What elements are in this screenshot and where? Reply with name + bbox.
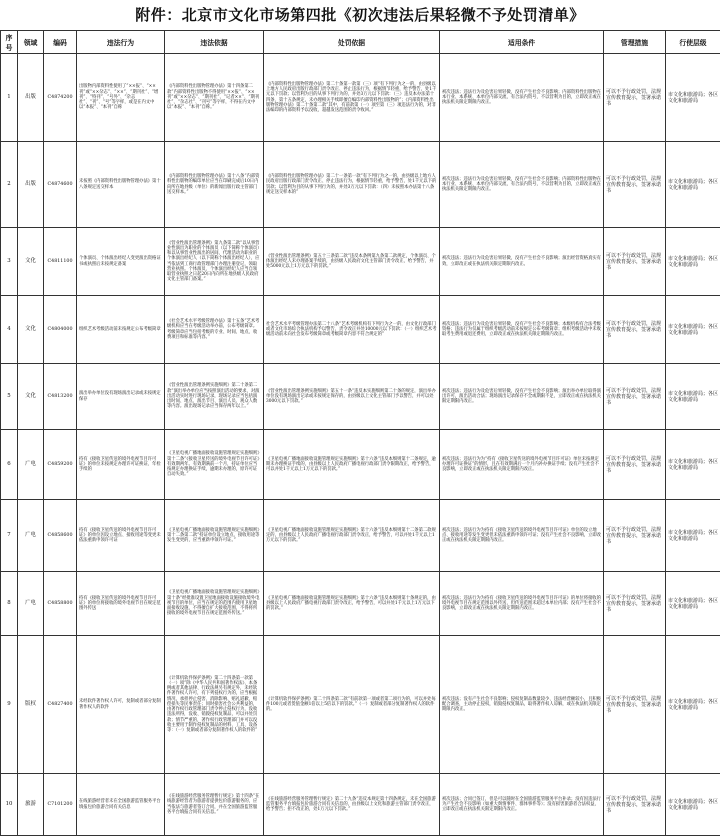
cell-basis: 《社会艺术水平考级管理办法》第十五条“艺术考级机构应当在考级活动举办前，公布考级简章。考级简章应当包括考级的专业、时间、地点、收费项目和标准等内容。” xyxy=(165,296,264,364)
table-row xyxy=(1,774,720,836)
cell-level: 市文化和旅游局；各区文化和旅游局 xyxy=(666,774,720,836)
cell-seq: 5 xyxy=(1,364,18,430)
cell-level: 市文化和旅游局；各区文化和旅游局 xyxy=(666,430,720,500)
cell-domain: 文化 xyxy=(18,364,44,430)
cell-penalty: 《卫星电视广播地面接收设施管理规定实施细则》第十六条“违反本细则第十条规定的，由县级以上人民政府广播电视行政部门责令改正，给予警告，可以并处1千元以上1万元以下的罚款。” xyxy=(264,572,440,636)
cell-measure: 可以不予行政处罚，法规宣传教育提示，签署承诺书 xyxy=(604,500,666,572)
header-penalty: 处罚依据 xyxy=(264,31,440,54)
table-row xyxy=(1,364,720,430)
header-code: 编码 xyxy=(44,31,77,54)
cell-act: 个体演员、个体演出经纪人变更演出资格证书或执照后未按规定备案 xyxy=(77,228,165,296)
cell-condition: 初次违法；违法行为为持有《接收卫星传送的境外电视节目许可证》单位的设立地点、接收用途等发生变更但未依法重新申领许可证；没有产生社会不良影响，立即改正或在执法机关限定期限内改正。 xyxy=(440,500,604,572)
cell-domain: 广电 xyxy=(18,500,44,572)
cell-basis: 《卫星电视广播地面接收设施管理规定实施细则》第十二条第二款“持证单位设立地点、接收用途等发生变更的，应当重新申领许可证。” xyxy=(165,500,264,572)
header-condition: 适用条件 xyxy=(440,31,604,54)
cell-code: C4811100 xyxy=(44,228,77,296)
header-act: 违法行为 xyxy=(77,31,165,54)
cell-penalty: 《营业性演出管理条例》第五十三条第二款“违反本条例第九条第二款规定，个体演员、个体演出经纪人未办理备案手续的，由县级人民政府文化主管部门责令改正，给予警告，并处5000元以上1万元以下的罚款。” xyxy=(264,228,440,296)
cell-act: 未按照《内部资料性出版物管理办法》第十八条规定送交样本 xyxy=(77,142,165,228)
table-row xyxy=(1,572,720,636)
cell-penalty: 社会艺术水平考级管理办法第二十八条“艺术考级机构有下列行为之一的，由文化行政部门或者文化市场综合执法机构予以警告，责令改正并处10000元以下罚款：（一）组织艺术考级活动前未向社会发布考级简章或考级简章内容不符合规定的” xyxy=(264,296,440,364)
cell-code: C4804000 xyxy=(44,296,77,364)
cell-penalty: 《计算机软件保护条例》第二十四条第二款“有前款第一项或者第二项行为的，可以并处每件100元或者货值金额1倍以上5倍以下的罚款。”（一）复制或者部分复制著作权人的软件的。 xyxy=(264,636,440,774)
table-row xyxy=(1,54,720,142)
table-row xyxy=(1,636,720,774)
cell-condition: 初次违法；违法行为及危害后果轻微，没有产生社会不良影响；内部资料性出版物在本行业、本系统、本单位内部交流，有合法内资号，不以营利为目的，立即改正或在执法机关限定期限内改正。 xyxy=(440,54,604,142)
cell-code: C4874600 xyxy=(44,142,77,228)
cell-level: 市文化和旅游局；各区文化和旅游局 xyxy=(666,636,720,774)
cell-level: 市文化和旅游局；各区文化和旅游局 xyxy=(666,54,720,142)
cell-basis: 《内部资料性出版物管理办法》第十四条第二款“内部资料性出版物不得使用“××报”、“××刊”或“××杂志”、“期刊社”、“记者××”、“期刊社”、“杂志社”、“刊号”等字样，不得在内文中以“本报”、“本刊”自称。” xyxy=(165,54,264,142)
cell-domain: 广电 xyxy=(18,572,44,636)
table-row xyxy=(1,228,720,296)
cell-basis: 《卫星电视广播地面接收设施管理规定实施细则》第十条“经批准设置卫星地面接收设施接收境外电视节目的单位，应当在规定的范围内使用卫星地面接收设施，不得擅自扩大接收范围，不得将所接收的境外电视节目在规定范围外传送。” xyxy=(165,572,264,636)
cell-measure: 可以不予行政处罚，法规宣传教育提示，签署承诺书 xyxy=(604,774,666,836)
cell-measure: 可以不予行政处罚，法规宣传教育提示，签署承诺书 xyxy=(604,572,666,636)
cell-act: 持有《接收卫星传送的境外电视节目许可证》的单位未按规定办理许可证换证、年检手续的 xyxy=(77,430,165,500)
cell-condition: 初次违法；违法行为及危害后果轻微，没有产生社会不良影响；演出经营资格真实有效，立即改正或在执法机关限定期限内改正。 xyxy=(440,228,604,296)
cell-basis: 《卫星电视广播地面接收设施管理规定实施细则》第十二条“《接收卫星传送的境外电视节目许可证》有效期两年。有效期满前一个月，持证单位应当按规定办理换证手续，逾期未办理的，原许可证自动失效。” xyxy=(165,430,264,500)
cell-measure: 可以不予行政处罚，法规宣传教育提示，签署承诺书 xyxy=(604,636,666,774)
table-row xyxy=(1,142,720,228)
cell-code: C4859200 xyxy=(44,430,77,500)
cell-domain: 文化 xyxy=(18,228,44,296)
cell-penalty: 《营业性演出管理条例实施细则》第五十一条“违反本实施细则第二十条的规定，演出举办单位没有现场演出记录或未按规定保存的，由县级以上文化主管部门予以警告，并可以处3000元以下罚款。” xyxy=(264,364,440,430)
cell-level: 市文化和旅游局；各区文化和旅游局 xyxy=(666,572,720,636)
cell-code: C4858800 xyxy=(44,572,77,636)
cell-basis: 《计算机软件保护条例》第二十四条第一款第（一）项“除《中华人民共和国著作权法》、本条例或者其他法律、行政法规另有规定外，未经软件著作权人许可，有下列侵权行为的，应当根据情况，承担停止侵害、消除影响、赔礼道歉、赔偿损失等民事责任；同时损害社会公共利益的，由著作权行政管理部门责令停止侵权行为，没收违法所得，没收、销毁侵权复制品，可以并处罚款；情节严重的，著作权行政管理部门并可以没收主要用于制作侵权复制品的材料、工具、设备等：（一）复制或者部分复制著作权人的软件的” xyxy=(165,636,264,774)
cell-code: C4858600 xyxy=(44,500,77,572)
cell-code: C4813200 xyxy=(44,364,77,430)
cell-seq: 3 xyxy=(1,228,18,296)
cell-basis: 《营业性演出管理条例》第九条第二款“以从事营业性演出为职业的个体演员（以下简称个体演员）和以从事营业性演出的居间、代理活动为职业的个体演出经纪人（以下简称个体演出经纪人），应当依法到工商行政管理部门办理注册登记，领取营业执照。个体演员、个体演出经纪人应当自领取营业执照之日起20日内向所在地县级人民政府文化主管部门备案。” xyxy=(165,228,264,296)
cell-measure: 可以不予行政处罚，法规宣传教育提示，签署承诺书 xyxy=(604,228,666,296)
table-row xyxy=(1,500,720,572)
header-level: 行使层级 xyxy=(666,31,720,54)
cell-basis: 《在线旅游经营服务管理暂行规定》第十四条“在线旅游经营者为旅游者提供包价旅游服务的，应当依法与旅游者签订合同，并在全国旅游监管服务平台填报合同有关信息。” xyxy=(165,774,264,836)
table-header-row xyxy=(1,31,720,54)
cell-domain: 旅游 xyxy=(18,774,44,836)
cell-penalty: 《卫星电视广播地面接收设施管理规定实施细则》第十六条“违反本细则第十二条规定，逾期未办理换证手续的，由县级以上人民政府广播电视行政部门责令限期改正，给予警告，可以并处1千元以上1万元以下的罚款。” xyxy=(264,430,440,500)
table-row xyxy=(1,430,720,500)
cell-domain: 文化 xyxy=(18,296,44,364)
header-basis: 违法依据 xyxy=(165,31,264,54)
cell-basis: 《内部资料性出版物管理办法》第十八条“内部资料性出版物的编印单位应当在印刷完成后10日内向所在地县级（单位）的新闻出版行政主管部门送交样本。” xyxy=(165,142,264,228)
penalty-list-table xyxy=(0,30,720,836)
cell-measure: 可以不予行政处罚，法规宣传教育提示，签署承诺书 xyxy=(604,430,666,500)
cell-condition: 初次违法；违法行为及危害后果轻微，没有产生社会不良影响；内部资料性出版物在本行业、本系统、本单位内部交流，有合法内资号，不以营利为目的，立即改正或在执法机关限定期限内改正。 xyxy=(440,142,604,228)
cell-condition: 初次违法；合同已签订，但是可以随时在全国旅游监管服务平台补录；没有因违法行为产生社会不良影响（如重大舆情事件、群体事件等）；没有损害旅游者合法权益，立即改正或在执法机关限定期限内改正。 xyxy=(440,774,604,836)
header-measure: 管理措施 xyxy=(604,31,666,54)
header-seq: 序号 xyxy=(1,31,18,54)
cell-act: 演出举办单位没有现场演出记录或未按规定保存 xyxy=(77,364,165,430)
cell-condition: 初次违法；违法行为及危害后果轻微，没有产生社会不良影响；本级机构有合法考级资格；违法行为仅属于组织考级活动前未按规定公布考级简章；组织考级活动中未收取考生费用或退还费用，立即改正或在执法机关限定期限内改正。 xyxy=(440,296,604,364)
cell-penalty: 《卫星电视广播地面接收设施管理规定实施细则》第十六条“违反本细则第十二条第二款规定的，由县级以上人民政府广播电视行政部门责令改正，给予警告，可以并处1千元以上1万元以下的罚款。” xyxy=(264,500,440,572)
cell-code: C4874200 xyxy=(44,54,77,142)
cell-level: 市文化和旅游局；各区文化和旅游局 xyxy=(666,500,720,572)
cell-measure: 可以不予行政处罚，法规宣传教育提示，签署承诺书 xyxy=(604,364,666,430)
cell-seq: 1 xyxy=(1,54,18,142)
page-title: 附件：北京市文化市场第四批《初次违法后果轻微不予处罚清单》 xyxy=(0,0,720,30)
cell-penalty: 《内部资料性出版物管理办法》第二十一条第一款“有下列行为之一的，由县级以上地方人民政府出版行政部门责令改正、停止违法行为，根据情节轻重，给予警告，处1千元以下的罚款；以营利为目的从事下列行为的，并处3万元以下罚款：（四）未按照本办法第十八条规定送交样本的” xyxy=(264,142,440,228)
table-row xyxy=(1,296,720,364)
cell-code: C7101200 xyxy=(44,774,77,836)
cell-measure: 可以不予行政处罚，法规宣传教育提示，签署承诺书 xyxy=(604,142,666,228)
cell-penalty: 《内部资料性出版物管理办法》第二十条第一款第（三）项“有下列行为之一的，由县级以上地方人民政府出版行政部门责令改正、停止违法行为，根据情节轻重，给予警告，处1千元以下罚款；以营利为目的从事下列行为的，并处3万元以下罚款：（三）违反本办法第十四条、第十五条规定，未办理相关手续即擅自编印内部资料性出版物的”；《内部资料性出版物管理办法》第二十条第二款“其中，有前款第（一）项至第（三）项违法行为的，对非法编印的内部资料予以没收，超越发送范围的责令收回。” xyxy=(264,54,440,142)
cell-level: 市文化和旅游局；各区文化和旅游局 xyxy=(666,228,720,296)
cell-act: 持有《接收卫星传送的境外电视节目许可证》的单位因设立地点、接收用途等变更未依法重新申领许可证 xyxy=(77,500,165,572)
cell-penalty: 《在线旅游经营服务管理暂行规定》第二十九条“违反本规定第十四条规定，未在全国旅游监管服务平台填报包价旅游合同有关信息的，由县级以上文化和旅游主管部门责令改正，给予警告；拒不改正的，处1万元以下罚款。” xyxy=(264,774,440,836)
cell-condition: 初次违法；违法行为及危害后果轻微，没有产生社会不良影响；演出举办单位取得演出许可，演出活动合法；现场演出记录保存不全或期限不足，立即改正或在执法机关限定期限内改正。 xyxy=(440,364,604,430)
header-domain: 领域 xyxy=(18,31,44,54)
cell-act: 持有《接收卫星传送的境外电视节目许可证》的单位将接收的境外电视节目在规定范围外传送 xyxy=(77,572,165,636)
cell-act: 在线旅游经营者未在全国旅游监管服务平台填报包价旅游合同有关信息 xyxy=(77,774,165,836)
cell-domain: 广电 xyxy=(18,430,44,500)
cell-domain: 出版 xyxy=(18,54,44,142)
cell-measure: 可以不予行政处罚，法规宣传教育提示，签署承诺书 xyxy=(604,54,666,142)
cell-seq: 7 xyxy=(1,500,18,572)
cell-act: 出版物内部资料性使用了“××报”、“××刊”或“××杂志”、“××”、“期刊社”、“增刊”、“特刊”、“号外”、“杂志社”、“刊”、“号”等字样，或是在内文中以“本报”、“本刊”自称 xyxy=(77,54,165,142)
cell-condition: 初次违法；违法行为为“持有《接收卫星传送的境外电视节目许可证》单位未按规定办理许可证换证”的情形，且在有效期满后一个月内补办换证手续；没有产生社会不良影响，立即改正或在执法机关限定期限内改正。 xyxy=(440,430,604,500)
cell-seq: 8 xyxy=(1,572,18,636)
cell-basis: 《营业性演出管理条例实施细则》第二十条第二款“演出举办单位应当按照演出活动的要求，对演出活动实时进行现场记录，现场记录应当包括演出时间、地点、演出节目、演出人员、观众人数等内容。演出现场记录应当保存两年以上。” xyxy=(165,364,264,430)
cell-domain: 版权 xyxy=(18,636,44,774)
cell-domain: 出版 xyxy=(18,142,44,228)
cell-measure: 可以不予行政处罚，法规宣传教育提示，签署承诺书 xyxy=(604,296,666,364)
cell-condition: 初次违法；违法行为为持有《接收卫星传送的境外电视节目许可证》的单位将接收的境外电视节目在规定范围以外传送，但传送范围未超过本单位内部；没有产生社会不良影响，立即改正或在执法机关限定期限内改正。 xyxy=(440,572,604,636)
cell-act: 组织艺术考级活动前未按规定公布考级简章 xyxy=(77,296,165,364)
cell-level: 市文化和旅游局；各区文化和旅游局 xyxy=(666,142,720,228)
cell-act: 未经软件著作权人许可，复制或者部分复制著作权人的软件 xyxy=(77,636,165,774)
cell-level: 市文化和旅游局；各区文化和旅游局 xyxy=(666,364,720,430)
cell-seq: 4 xyxy=(1,296,18,364)
cell-code: C4827400 xyxy=(44,636,77,774)
cell-seq: 2 xyxy=(1,142,18,228)
cell-seq: 10 xyxy=(1,774,18,836)
cell-seq: 9 xyxy=(1,636,18,774)
cell-condition: 初次违法；没有产生社会不良影响；侵权复制品数量较少、违法经营额较小，且积极配合调查，主动停止侵权，销毁侵权复制品，取得著作权人谅解，或在执法机关限定期限内改正。 xyxy=(440,636,604,774)
cell-level: 市文化和旅游局；各区文化和旅游局 xyxy=(666,296,720,364)
cell-seq: 6 xyxy=(1,430,18,500)
